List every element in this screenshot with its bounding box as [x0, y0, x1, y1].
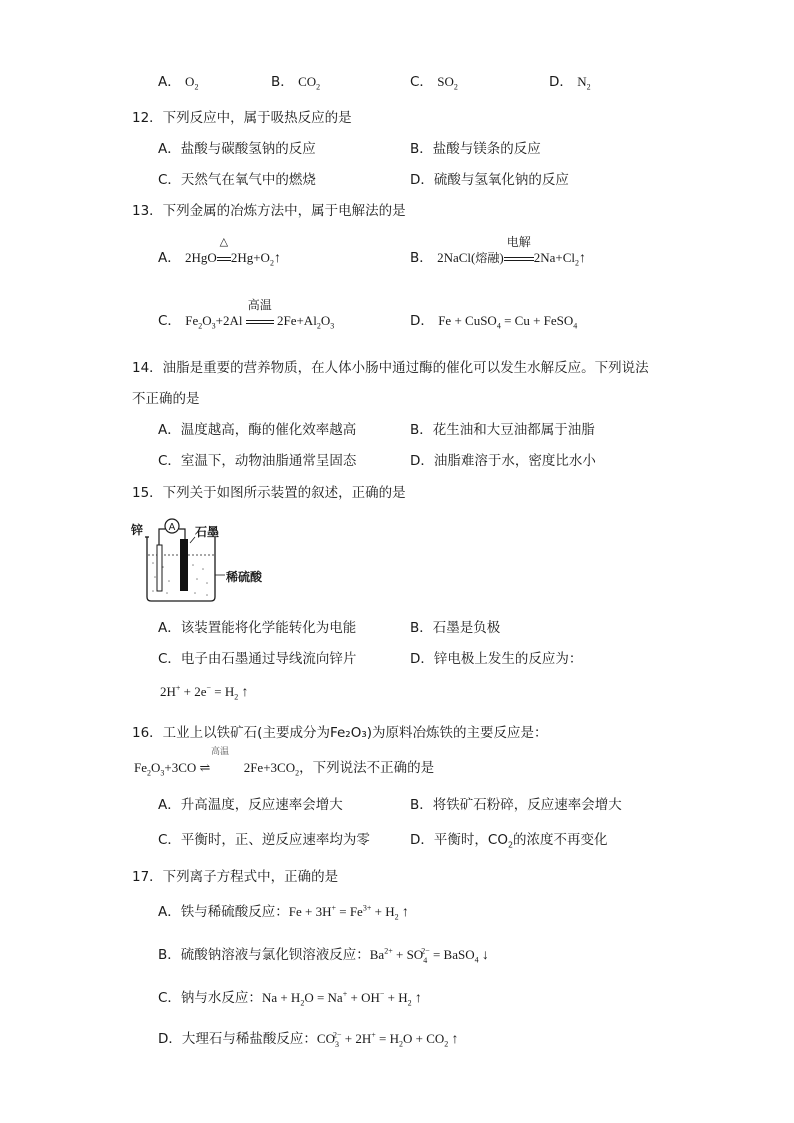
- q17-b-equation: $Ba^{2+} + SO_4^{2-}$ = BaSO$_4$ ↓: [369, 946, 489, 965]
- q17-a-text: A．铁与稀硫酸反应：: [158, 904, 289, 920]
- q17-b-text: B．硫酸钠溶液与氯化钡溶液反应：: [158, 947, 370, 963]
- q15-option-b: B．石墨是负极: [410, 620, 501, 636]
- q13-b-label: B．: [410, 250, 433, 266]
- q11-d-text: N: [577, 74, 587, 89]
- q13-c-condition: [246, 298, 274, 330]
- q11-c-label: C．: [410, 74, 433, 90]
- q13-a-label: A．: [158, 250, 181, 266]
- q12-option-c: C．天然气在氧气中的燃烧: [158, 172, 316, 188]
- q11-a-text: O: [185, 74, 195, 89]
- q11-c-sub: 2: [453, 82, 458, 92]
- q16-option-d: [410, 831, 608, 849]
- q13-option-b: [410, 235, 586, 268]
- q12-option-b: B．盐酸与镁条的反应: [410, 141, 541, 157]
- q14-option-d: D．油脂难溶于水，密度比水小: [410, 453, 596, 469]
- q14-option-c: C．室温下，动物油脂通常呈固态: [158, 453, 357, 469]
- q11-option-a: [158, 73, 198, 91]
- q17-c-equation: $Na + H_2O = Na^+ + OH^- + H_2$ ↑: [261, 989, 422, 1008]
- q13-option-a: [158, 236, 281, 268]
- q17-option-b: [158, 946, 489, 965]
- q16-option-b: B．将铁矿石粉碎，反应速率会增大: [410, 797, 622, 813]
- q14-stem-line2: 不正确的是: [132, 391, 200, 407]
- q13-c-label: C．: [158, 313, 181, 329]
- q11-a-formula: [185, 74, 199, 92]
- q16-option-a: A．升高温度，反应速率会增大: [158, 797, 343, 813]
- q15-option-a: A．该装置能将化学能转化为电能: [158, 620, 357, 636]
- q13-a-condition: [217, 236, 231, 267]
- q13-a-equation: 2HgO △ $2Hg+O_2↑$: [185, 236, 281, 268]
- q16-condition: 高温 ⇌: [200, 759, 241, 777]
- q11-b-sub: 2: [316, 82, 321, 92]
- ammeter-label: A: [168, 522, 176, 533]
- q17-stem: 17．下列离子方程式中，正确的是: [132, 869, 339, 885]
- q16-equation-line: [134, 747, 435, 778]
- q12-stem: 12．下列反应中，属于吸热反应的是: [132, 110, 352, 126]
- q11-option-c: [410, 73, 458, 91]
- q17-option-d: [158, 1030, 459, 1049]
- q13-option-d: [410, 312, 577, 330]
- q12-option-d: D．硫酸与氢氧化钠的反应: [410, 172, 569, 188]
- q13-a-condition-text: △: [219, 236, 229, 248]
- q11-c-formula: [437, 74, 458, 92]
- graphite-electrode: [180, 539, 188, 591]
- q11-b-text: CO: [298, 74, 317, 89]
- q17-a-equation: $Fe + 3H^+ = Fe^{3+} + H_2$ ↑: [288, 903, 409, 922]
- q13-d-label: D．: [410, 313, 434, 329]
- q16-equation-tail: ，下列说法不正确的是: [299, 760, 435, 776]
- graphite-label: 石墨: [195, 525, 220, 539]
- q14-stem-line1: 14．油脂是重要的营养物质，在人体小肠中通过酶的催化可以发生水解反应。下列说法: [132, 360, 649, 376]
- q11-d-label: D．: [549, 74, 573, 90]
- q13-b-melt: 熔融: [475, 251, 500, 265]
- q13-b-condition-text: 电解: [506, 235, 531, 249]
- q15-option-c: C．电子由石墨通过导线流向锌片: [158, 651, 357, 667]
- q16-stem: 16．工业上以铁矿石(主要成分为Fe₂O₃)为原料冶炼铁的主要反应是：: [132, 725, 548, 741]
- q13-d-equation: Fe + CuSO$_4$ = Cu + FeSO$_4$: [438, 313, 578, 331]
- q16-d-sub: 2: [507, 840, 514, 850]
- q11-d-sub: 2: [586, 82, 591, 92]
- q13-c-condition-text: 高温: [247, 298, 272, 312]
- q14-option-b: B．花生油和大豆油都属于油脂: [410, 422, 595, 438]
- q11-d-formula: [577, 74, 591, 92]
- q11-option-b: [271, 73, 320, 91]
- q16-equation: $Fe_2O_3+3CO$ 高温 ⇌ $2Fe+3CO_2$: [134, 747, 300, 778]
- q17-option-c: [158, 989, 422, 1008]
- acid-label: 稀硫酸: [226, 570, 263, 584]
- q13-stem: 13．下列金属的冶炼方法中，属于电解法的是: [132, 203, 406, 219]
- q15-option-d: D．锌电极上发生的反应为：: [410, 651, 583, 667]
- q11-option-d: [549, 73, 591, 91]
- zinc-label: 锌: [131, 523, 144, 537]
- q13-b-condition: [504, 235, 534, 267]
- q15-d-equation: $2H^+ + 2e^- = H_2$ ↑: [160, 683, 249, 702]
- q14-option-a: A．温度越高，酶的催化效率越高: [158, 422, 357, 438]
- q13-option-c: [158, 298, 335, 331]
- zinc-electrode: [157, 545, 162, 591]
- q13-b-equation: 2NaCl(熔融) 电解 $2Na+Cl_2↑$: [437, 235, 586, 268]
- q16-d-suffix: 的浓度不再变化: [513, 832, 608, 848]
- q16-option-c: C．平衡时，正、逆反应速率均为零: [158, 832, 370, 848]
- q11-a-sub: 2: [194, 82, 199, 92]
- q11-b-label: B．: [271, 74, 294, 90]
- q17-d-equation: $CO_3^{2-} + 2H^+ = H_2O + CO_2$ ↑: [316, 1030, 459, 1049]
- q13-c-equation: $Fe_2O_3+2Al$ 高温 $2Fe+Al_2O_3$: [185, 298, 335, 331]
- q11-b-formula: [298, 74, 321, 92]
- q17-option-a: [158, 903, 409, 922]
- q11-a-label: A．: [158, 74, 181, 90]
- q17-c-text: C．钠与水反应：: [158, 990, 262, 1006]
- q11-c-text: SO: [437, 74, 454, 89]
- q16-condition-text: 高温: [210, 747, 229, 757]
- q15-stem: 15．下列关于如图所示装置的叙述，正确的是: [132, 485, 406, 501]
- q17-d-text: D．大理石与稀盐酸反应：: [158, 1031, 317, 1047]
- galvanic-cell-figure: [133, 517, 273, 603]
- q12-option-a: A．盐酸与碳酸氢钠的反应: [158, 141, 316, 157]
- q16-d-prefix: D．平衡时，CO: [410, 832, 508, 848]
